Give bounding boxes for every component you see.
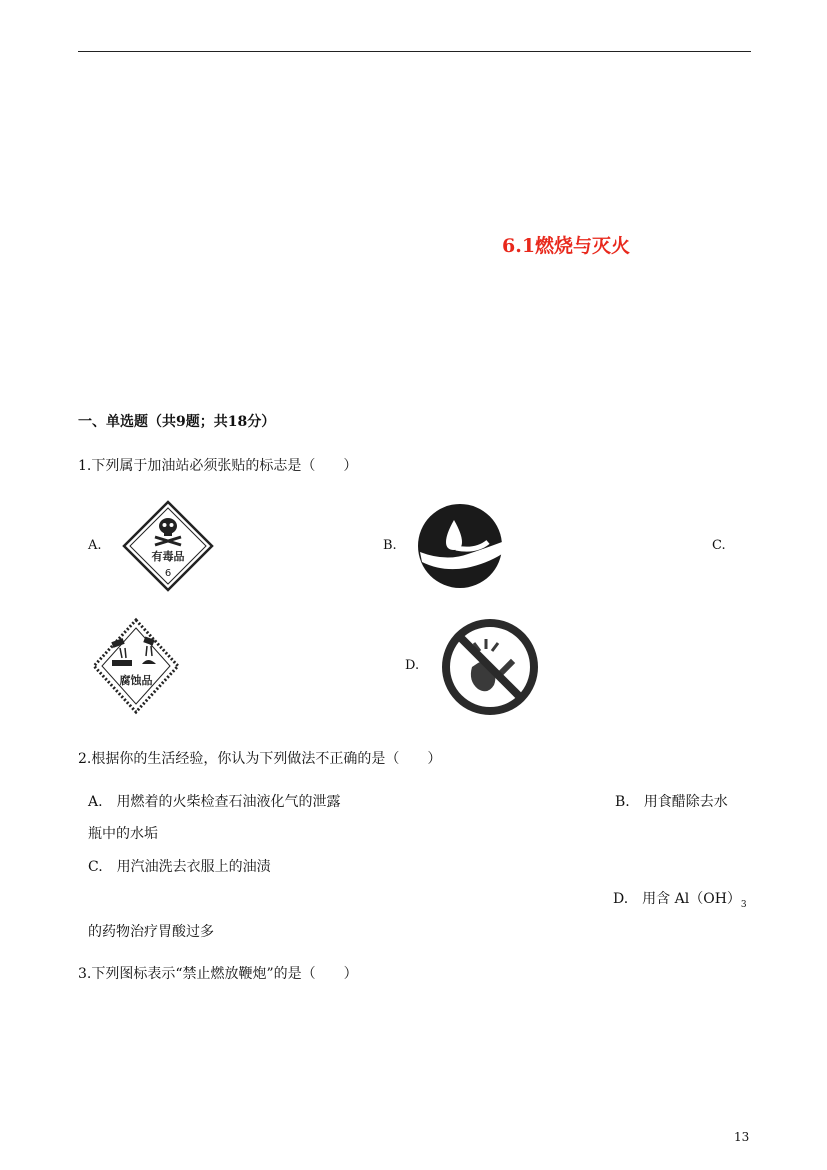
header-rule [78, 51, 751, 52]
question-3-stem: 3.下列图标表示“禁止燃放鞭炮”的是（ ） [78, 966, 358, 982]
corrosive-sign-icon [92, 618, 180, 714]
q2-option-d-subscript: 3 [740, 899, 747, 910]
q2-option-b-continued: 瓶中的水垢 [88, 826, 158, 842]
corrosive-sign-label: 腐蚀品 [119, 674, 153, 687]
q2-option-c: C. 用汽油洗去衣服上的油渍 [88, 859, 271, 875]
no-fireworks-sign-icon [440, 615, 540, 719]
question-2-stem: 2.根据你的生活经验，你认为下列做法不正确的是（ ） [78, 751, 442, 767]
q2-option-d-text: D. 用含 Al（OH） [613, 891, 741, 907]
water-drop-sign-icon [416, 502, 504, 590]
toxic-sign-icon [122, 500, 214, 592]
q1-option-b-label: B. [383, 538, 397, 553]
q2-option-b: B. 用食醋除去水 [615, 794, 728, 810]
toxic-sign-class: 6 [164, 568, 172, 579]
page-number: 13 [734, 1130, 750, 1144]
q2-option-d [613, 888, 747, 910]
q1-option-a-label: A. [88, 538, 102, 553]
q1-option-c-label: C. [712, 538, 726, 553]
q2-option-a: A. 用燃着的火柴检查石油液化气的泄露 [88, 794, 341, 810]
section-heading: 一、单选题（共9题；共18分） [78, 414, 276, 430]
page-title: 6.1燃烧与灭火 [502, 235, 631, 257]
question-1-stem: 1.下列属于加油站必须张贴的标志是（ ） [78, 458, 358, 474]
q2-option-d-continued: 的药物治疗胃酸过多 [88, 924, 214, 940]
toxic-sign-label: 有毒品 [151, 550, 185, 563]
q1-option-d-label: D. [405, 658, 420, 673]
